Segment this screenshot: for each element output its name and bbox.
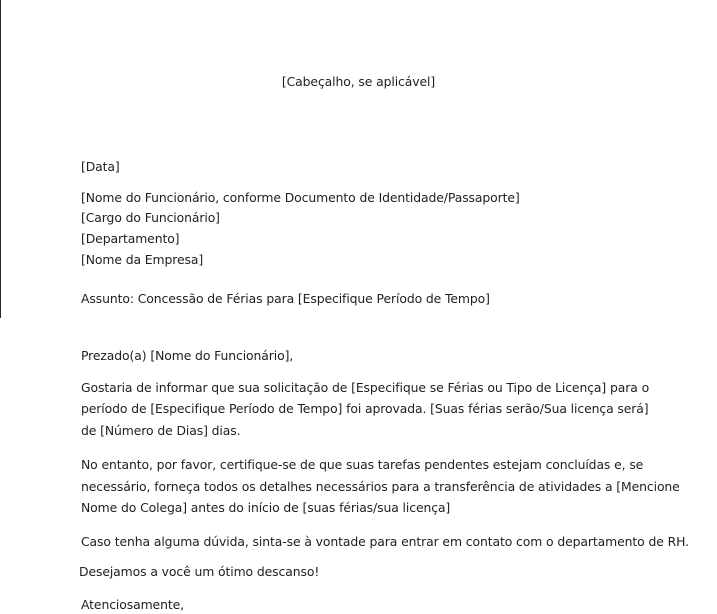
paragraph-line: Nome do Colega] antes do início de [suas férias/sua licença] [81, 500, 451, 515]
closing-wish: Desejamos a você um ótimo descanso! [79, 564, 320, 579]
letter-header: [Cabeçalho, se aplicável] [281, 74, 436, 89]
paragraph-hr-contact: Caso tenha alguma dúvida, sinta-se à vontade para entrar em contato com o departamento de RH. [81, 534, 689, 549]
paragraph-line: de [Número de Dias] dias. [81, 423, 241, 438]
recipient-company: [Nome da Empresa] [81, 252, 204, 267]
paragraph-line: período de [Especifique Período de Tempo] foi aprovada. [Suas férias serão/Sua licença será] [81, 401, 649, 416]
recipient-department: [Departamento] [81, 231, 180, 246]
paragraph-line: necessário, forneça todos os detalhes necessários para a transferência de atividades a [Mencione [81, 479, 680, 494]
letter-date: [Data] [81, 159, 120, 174]
paragraph-line: No entanto, por favor, certifique-se de que suas tarefas pendentes estejam concluídas e, se [81, 457, 644, 472]
letter-subject: Assunto: Concessão de Férias para [Especifique Período de Tempo] [81, 291, 490, 306]
paragraph-line: Gostaria de informar que sua solicitação de [Especifique se Férias ou Tipo de Licença] para o [81, 380, 650, 395]
closing-signoff: Atenciosamente, [81, 597, 184, 612]
letter-salutation: Prezado(a) [Nome do Funcionário], [81, 348, 294, 363]
recipient-name: [Nome do Funcionário, conforme Documento de Identidade/Passaporte] [81, 190, 520, 205]
recipient-position: [Cargo do Funcionário] [81, 210, 220, 225]
